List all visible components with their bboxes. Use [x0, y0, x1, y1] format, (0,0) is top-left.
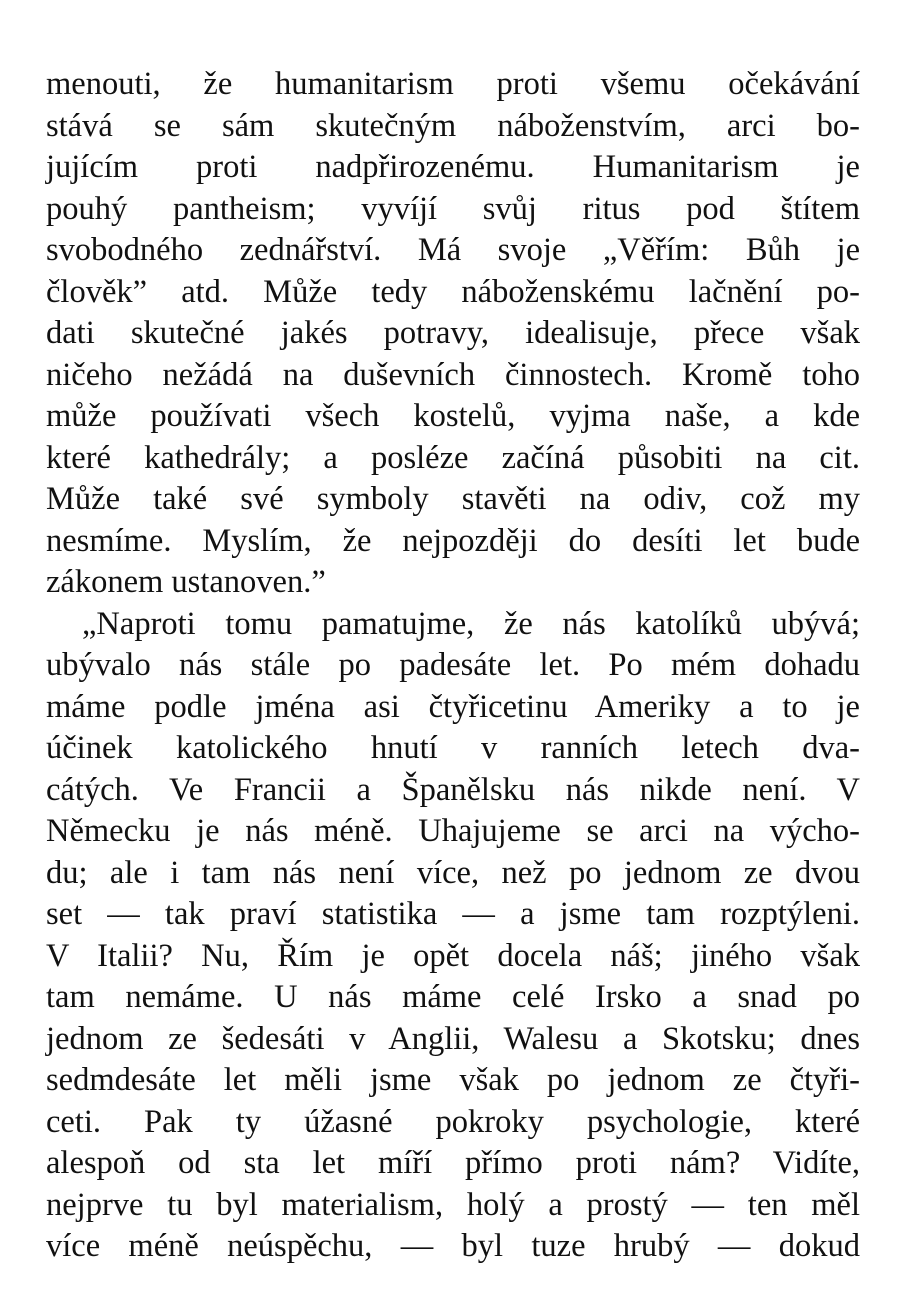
- text-line: sedmdesáte let měli jsme však po jednom ze čtyři-: [46, 1062, 860, 1098]
- text-line: alespoň od sta let míří přímo proti nám? Vidíte,: [46, 1145, 860, 1181]
- text-line: stává se sám skutečným náboženstvím, arci bo-: [46, 107, 860, 144]
- text-line: nejprve tu byl materialism, holý a prostý — ten měl: [46, 1186, 860, 1223]
- text-line: Německu je nás méně. Uhajujeme se arci na výcho-: [46, 813, 860, 849]
- text-line: více méně neúspěchu, — byl tuze hrubý — dokud: [46, 1228, 860, 1264]
- text-line: dati skutečné jakés potravy, idealisuje, přece však: [46, 315, 860, 351]
- text-line: set — tak praví statistika — a jsme tam rozptýleni.: [46, 896, 860, 932]
- text-line: ničeho nežádá na duševních činnostech. Kromě toho: [46, 356, 860, 393]
- paragraph-first-line: „Naproti tomu pamatujme, že nás katolíků ubývá;: [82, 605, 860, 642]
- text-line: jednom ze šedesáti v Anglii, Walesu a Skotsku; dnes: [46, 1020, 860, 1057]
- body-text: [46, 64, 860, 1268]
- text-line: máme podle jména asi čtyřicetinu Ameriky a to je: [46, 688, 860, 725]
- text-line: člověk” atd. Může tedy náboženskému lačnění po-: [46, 273, 860, 310]
- text-line: Může také své symboly stavěti na odiv, což my: [46, 481, 860, 517]
- text-line: svobodného zednářství. Má svoje „Věřím: Bůh je: [46, 232, 860, 268]
- text-line: menouti, že humanitarism proti všemu očekávání: [46, 66, 860, 102]
- text-line: tam nemáme. U nás máme celé Irsko a snad po: [46, 979, 860, 1015]
- text-line: může používati všech kostelů, vyjma naše, a kde: [46, 398, 860, 434]
- text-line: du; ale i tam nás není více, než po jednom ze dvou: [46, 854, 860, 891]
- paragraph-end-line: zákonem ustanoven.”: [46, 564, 326, 600]
- text-line: pouhý pantheism; vyvíjí svůj ritus pod štítem: [46, 190, 860, 227]
- text-line: V Italii? Nu, Řím je opět docela náš; jiného však: [46, 937, 860, 974]
- text-line: cátých. Ve Francii a Španělsku nás nikde není. V: [46, 771, 860, 808]
- text-line: ceti. Pak ty úžasné pokroky psychologie, které: [46, 1103, 860, 1140]
- text-line: účinek katolického hnutí v ranních letech dva-: [46, 730, 860, 766]
- text-line: jujícím proti nadpřirozenému. Humanitarism je: [46, 149, 860, 185]
- text-line: nesmíme. Myslím, že nejpozději do desíti let bude: [46, 522, 860, 559]
- text-line: ubývalo nás stále po padesáte let. Po mém dohadu: [46, 647, 860, 683]
- text-line: které kathedrály; a posléze začíná působiti na cit.: [46, 439, 860, 476]
